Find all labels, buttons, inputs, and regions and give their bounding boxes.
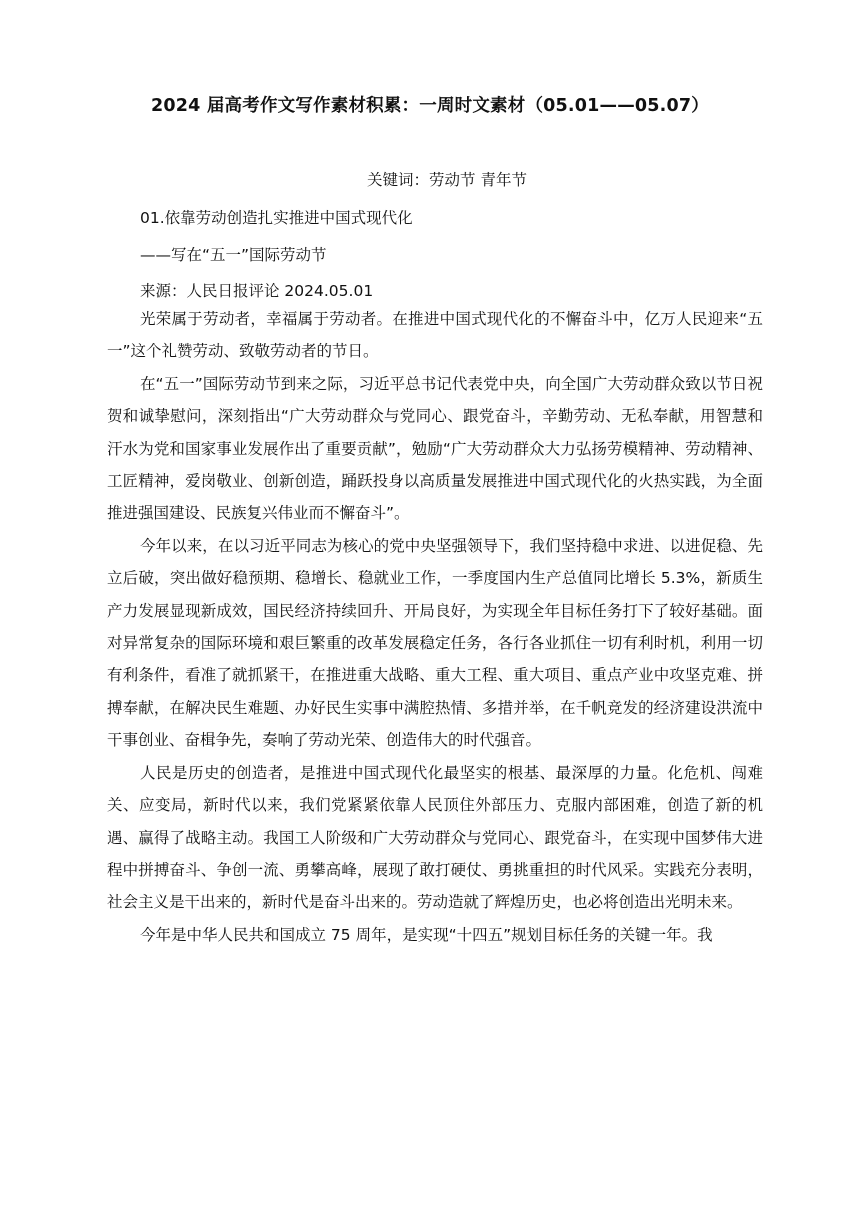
document-title: 2024 届高考作文写作素材积累：一周时文素材（05.01——05.07） [151,96,709,116]
paragraph: 在“五一”国际劳动节到来之际，习近平总书记代表党中央，向全国广大劳动群众致以节日祝贺和诚挚慰问，深刻指出“广大劳动群众与党同心、跟党奋斗，辛勤劳动、无私奉献，用智慧和汗水为党和国家事业发展作出了重要贡献”，勉励“广大劳动群众大力弘扬劳模精神、劳动精神、工匠精神，爱岗敬业、创新创造，踊跃投身以高质量发展推进中国式现代化的火热实践，为全面推进强国建设、民族复兴伟业而不懈奋斗”。 [107,374,763,523]
article-body [107,303,763,951]
article-source: 来源：人民日报评论 2024.05.01 [140,282,374,300]
paragraph: 今年是中华人民共和国成立 75 周年，是实现“十四五”规划目标任务的关键一年。我 [140,925,713,944]
article-subheading: ——写在“五一”国际劳动节 [140,246,327,264]
keywords-line: 关键词：劳动节 青年节 [367,171,527,189]
paragraph: 今年以来，在以习近平同志为核心的党中央坚强领导下，我们坚持稳中求进、以进促稳、先立后破，突出做好稳预期、稳增长、稳就业工作，一季度国内生产总值同比增长 5.3%，新质生产力发展显现新成效，国民经济持续回升、开局良好，为实现全年目标任务打下了较好基础。面对异常复杂的国际环境和艰巨繁重的改革发展稳定任务，各行各业抓住一切有利时机，利用一切有利条件，看准了就抓紧干，在推进重大战略、重大工程、重大项目、重点产业中攻坚克难、拼搏奉献，在解决民生难题、办好民生实事中满腔热情、多措并举，在千帆竞发的经济建设洪流中干事创业、奋楫争先，奏响了劳动光荣、创造伟大的时代强音。 [107,536,763,750]
paragraph: 光荣属于劳动者，幸福属于劳动者。在推进中国式现代化的不懈奋斗中，亿万人民迎来“五一”这个礼赞劳动、致敬劳动者的节日。 [107,310,763,361]
paragraph: 人民是历史的创造者，是推进中国式现代化最坚实的根基、最深厚的力量。化危机、闯难关、应变局，新时代以来，我们党紧紧依靠人民顶住外部压力、克服内部困难，创造了新的机遇、赢得了战略主动。我国工人阶级和广大劳动群众与党同心、跟党奋斗，在实现中国梦伟大进程中拼搏奋斗、争创一流、勇攀高峰，展现了敢打硬仗、勇挑重担的时代风采。实践充分表明，社会主义是干出来的，新时代是奋斗出来的。劳动造就了辉煌历史，也必将创造出光明未来。 [107,763,763,912]
article-heading: 01.依靠劳动创造扎实推进中国式现代化 [140,209,413,227]
